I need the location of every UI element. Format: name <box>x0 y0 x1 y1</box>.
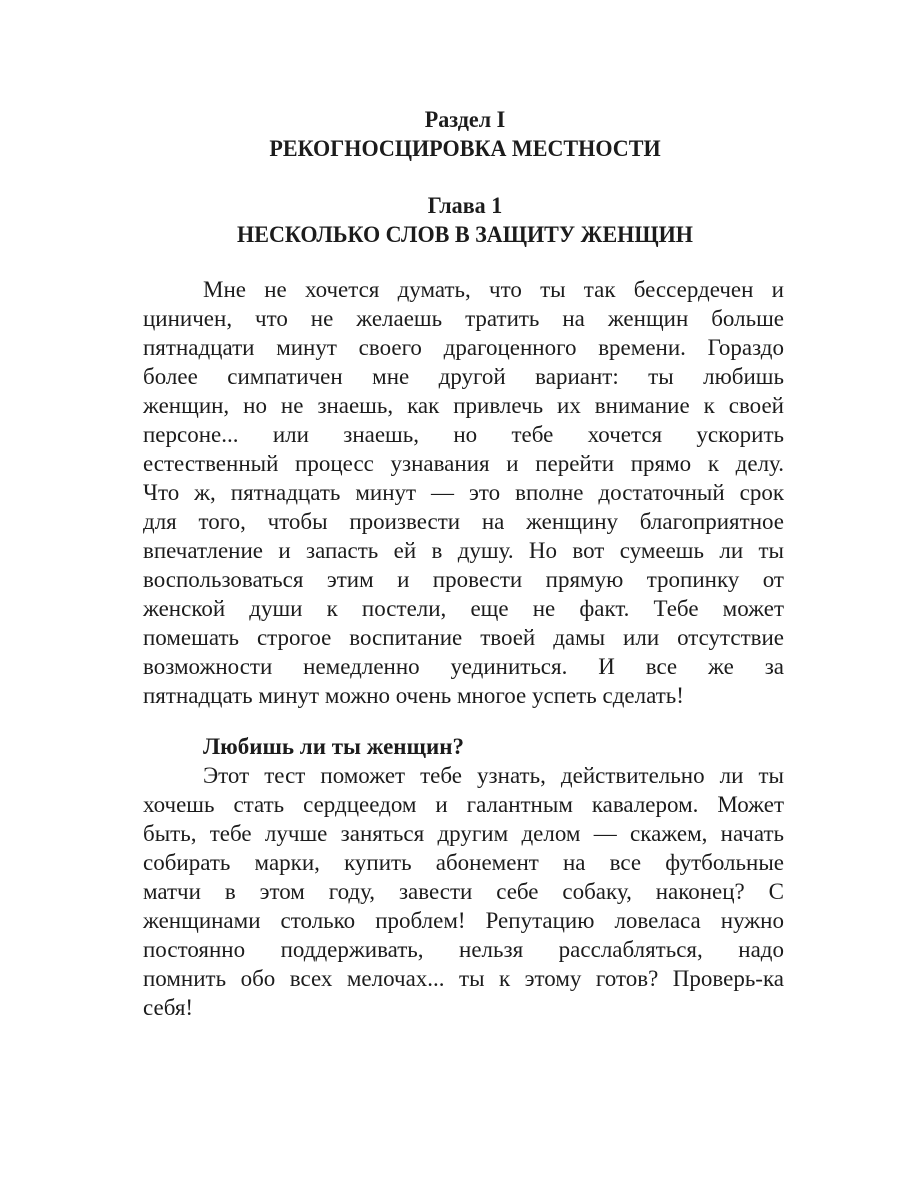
text-line: более симпатичен мне другой вариант: ты любишь <box>143 364 784 389</box>
text-line: Мне не хочется думать, что ты так бессердечен и <box>203 277 784 302</box>
chapter-title: НЕСКОЛЬКО СЛОВ В ЗАЩИТУ ЖЕНЩИН <box>237 222 693 247</box>
text-line: собирать марки, купить абонемент на все футбольные <box>143 850 784 875</box>
text-line: персоне... или знаешь, но тебе хочется ускорить <box>143 422 784 447</box>
subsection-title: Любишь ли ты женщин? <box>203 734 464 759</box>
text-line: хочешь стать сердцеедом и галантным кавалером. Может <box>143 792 784 817</box>
text-line: матчи в этом году, завести себе собаку, наконец? С <box>143 879 784 904</box>
chapter-label: Глава 1 <box>427 193 503 218</box>
text-line: себя! <box>143 995 194 1020</box>
text-line: возможности немедленно уединиться. И все же за <box>143 654 784 679</box>
text-line: помешать строгое воспитание твоей дамы или отсутствие <box>143 625 784 650</box>
section-label: Раздел I <box>424 107 506 132</box>
text-line: циничен, что не желаешь тратить на женщин больше <box>143 306 784 331</box>
text-line: женщинами столько проблем! Репутацию ловеласа нужно <box>143 908 784 933</box>
text-line: постоянно поддерживать, нельзя расслабляться, надо <box>143 937 784 962</box>
text-line: женщин, но не знаешь, как привлечь их внимание к своей <box>143 393 784 418</box>
text-line: естественный процесс узнавания и перейти прямо к делу. <box>143 451 784 476</box>
text-line: пятнадцать минут можно очень многое успеть сделать! <box>143 683 684 708</box>
text-line: помнить обо всех мелочах... ты к этому готов? Проверь-ка <box>143 966 784 991</box>
section-title: РЕКОГНОСЦИРОВКА МЕСТНОСТИ <box>269 136 661 161</box>
text-line: пятнадцати минут своего драгоценного времени. Гораздо <box>143 335 784 360</box>
text-line: женской души к постели, еще не факт. Тебе может <box>143 596 784 621</box>
text-line: впечатление и запасть ей в душу. Но вот сумеешь ли ты <box>143 538 784 563</box>
text-line: быть, тебе лучше заняться другим делом — скажем, начать <box>143 821 784 846</box>
text-line: воспользоваться этим и провести прямую тропинку от <box>143 567 784 592</box>
text-line: Что ж, пятнадцать минут — это вполне достаточный срок <box>143 480 784 505</box>
text-line: Этот тест поможет тебе узнать, действительно ли ты <box>203 763 784 788</box>
text-line: для того, чтобы произвести на женщину благоприятное <box>143 509 784 534</box>
